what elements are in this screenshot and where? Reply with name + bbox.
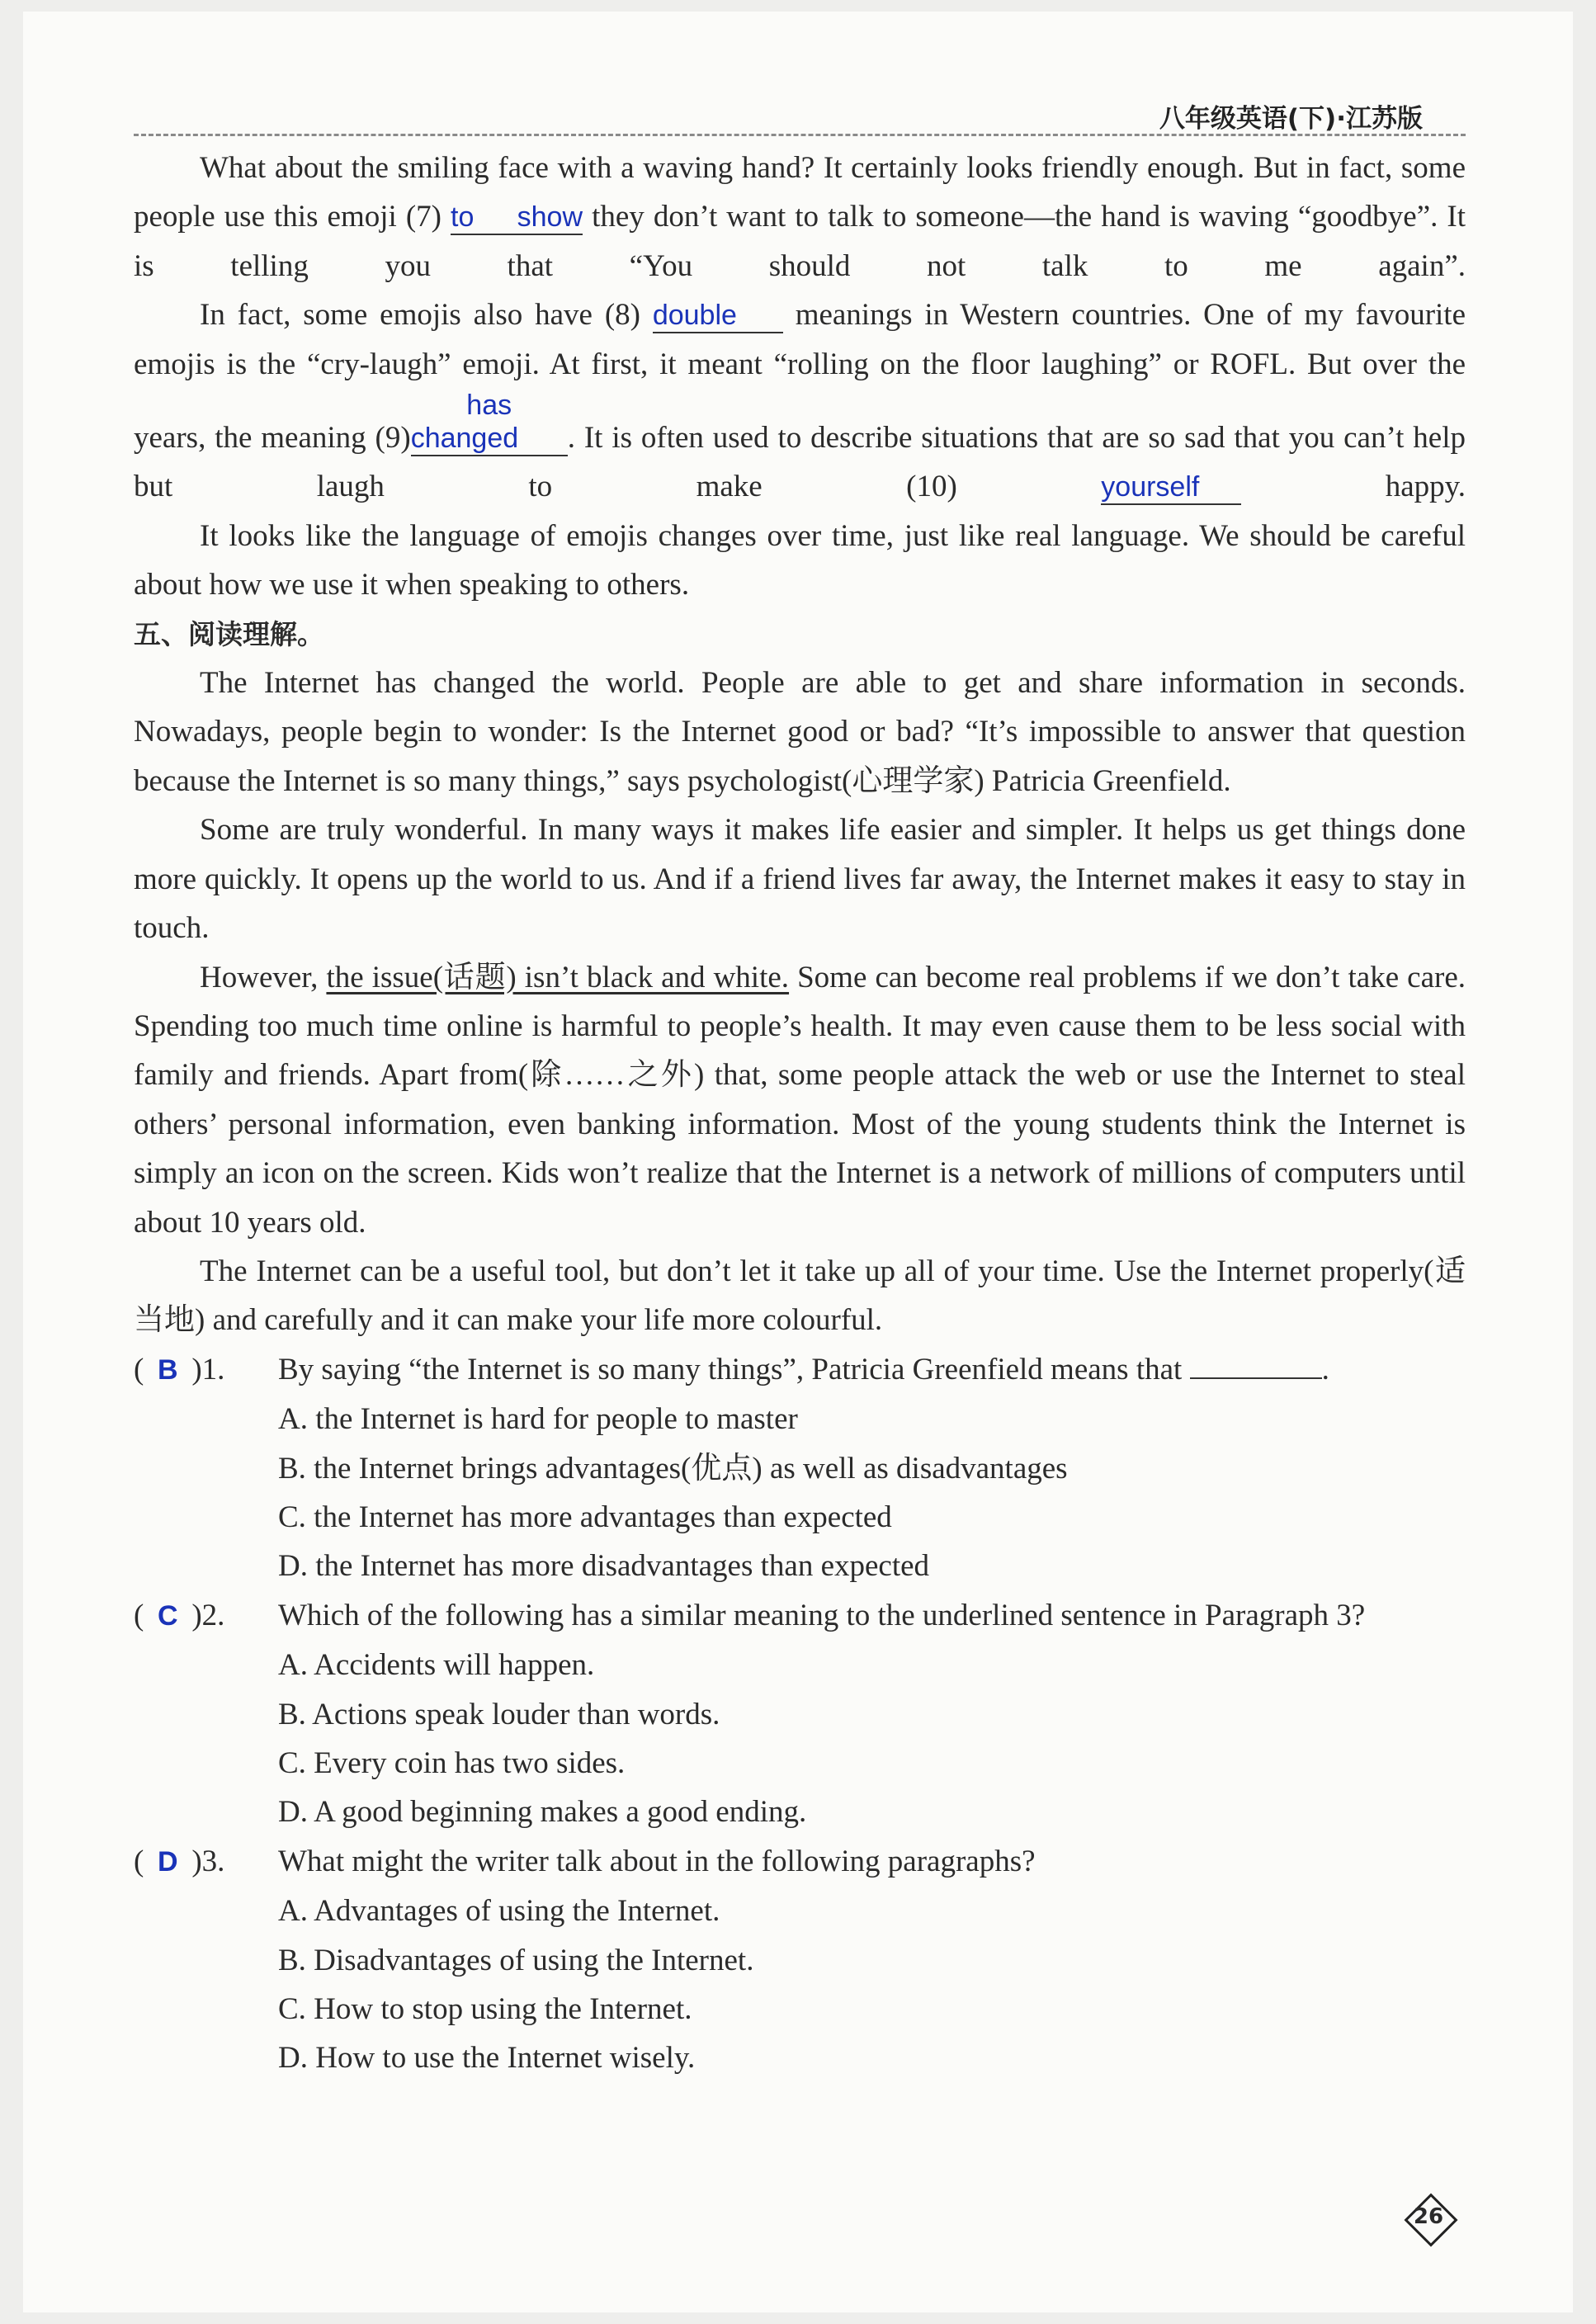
option: D. How to use the Internet wisely. [278,2041,696,2076]
page-content [134,144,1466,2083]
answer-mark: C [158,1599,178,1632]
reading-paragraph: The Internet can be a useful tool, but don’t let it take up all of your time. Use the Internet properly(适当地) and carefully and it can make your life more colourful. [134,1254,1466,1338]
reading-paragraph: However, the issue(话题) isn’t black and white. Some can become real problems if we don’t take care. Spending too much time online is harmful to people’s health. It may even cause them to be less social with family and friends. Apart from(除……之外) that, some people attack the web or use the Internet to steal others’ personal information, even banking information. Most of the young students think the Internet is simply an icon on the screen. Kids won’t realize that the Internet is a network of millions of computers until about 10 years old. [134,960,1466,1240]
option: C. How to stop using the Internet. [278,1992,692,2027]
option: D. A good beginning makes a good ending. [278,1795,807,1830]
header-divider [134,134,1466,136]
option: C. the Internet has more advantages than expected [278,1500,892,1534]
option: B. Disadvantages of using the Internet. [278,1943,754,1977]
answer-line [1190,1353,1322,1379]
answer-blank-10: yourself [1101,470,1241,505]
question-stem: What might the writer talk about in the following paragraphs? [278,1844,1036,1878]
option: B. Actions speak louder than words. [278,1697,720,1731]
option: C. Every coin has two sides. [278,1746,626,1780]
book-title: 八年级英语(下)·江苏版 [1159,104,1423,134]
question-1: ( B )1. By saying “the Internet is so many things”, Patricia Greenfield means that . A. the Internet is hard for people to master B. the Internet brings advantages(优点) as well as disadvantages C. the Internet has more advantages than expected D. the Internet has more disadvantages than expected [134,1345,1466,1591]
option: A. Accidents will happen. [278,1648,595,1683]
section-heading: 五、阅读理解。 [134,617,324,650]
passage-paragraph: In fact, some emojis also have (8) double meanings in Western countries. One of my favourite emojis is the “cry-laugh” emoji. At first, it meant “rolling on the floor laughing” or ROFL. But over the years, the meaning (9)has changed . It is often used to describe situations that are so sad that you can’t help but laugh to make (10) yourself happy. [134,298,1466,504]
reading-paragraph: Some are truly wonderful. In many ways it makes life easier and simpler. It helps us get things done more quickly. It opens up the world to us. And if a friend lives far away, the Internet makes it easy to stay in touch. [134,813,1466,946]
answer-mark: B [158,1353,178,1386]
answer-blank-9: has changed [411,389,568,456]
reading-paragraph: The Internet has changed the world. People are able to get and share information in seconds. Nowadays, people begin to wonder: Is the Internet good or bad? “It’s impossible to answer that question because the Internet is so many things,” says psychologist(心理学家) Patricia Greenfield. [134,666,1466,798]
answer-mark: D [158,1845,178,1878]
passage-paragraph: It looks like the language of emojis changes over time, just like real language. We should be careful about how we use it when speaking to others. [134,518,1466,602]
question-3: ( D )3. What might the writer talk about in the following paragraphs? A. Advantages of using the Internet. B. Disadvantages of using the Internet. C. How to stop using the Internet. D. How to use the Internet wisely. [134,1837,1466,2083]
question-stem: By saying “the Internet is so many things”, Patricia Greenfield means that . [278,1352,1329,1386]
option: A. the Internet is hard for people to master [278,1402,798,1437]
page [23,12,1573,2312]
answer-blank-7: to show [451,201,583,235]
option: D. the Internet has more disadvantages than expected [278,1549,930,1584]
question-stem: Which of the following has a similar meaning to the underlined sentence in Paragraph 3? [278,1598,1366,1632]
option: B. the Internet brings advantages(优点) as well as disadvantages [278,1451,1068,1486]
page-number: 26 [1405,2194,1452,2241]
passage-paragraph: What about the smiling face with a waving hand? It certainly looks friendly enough. But in fact, some people use this emoji (7) to show they don’t want to talk to someone—the hand is waving “goodbye”. It is telling you that “You should not talk to me again”. [134,151,1466,283]
answer-blank-8: double [653,299,783,333]
question-2: ( C )2. Which of the following has a similar meaning to the underlined sentence in Paragraph 3? A. Accidents will happen. B. Actions speak louder than words. C. Every coin has two sides. D. A good beginning makes a good ending. [134,1591,1466,1837]
option: A. Advantages of using the Internet. [278,1894,720,1929]
underlined-sentence: the issue(话题) isn’t black and white. [326,960,790,994]
